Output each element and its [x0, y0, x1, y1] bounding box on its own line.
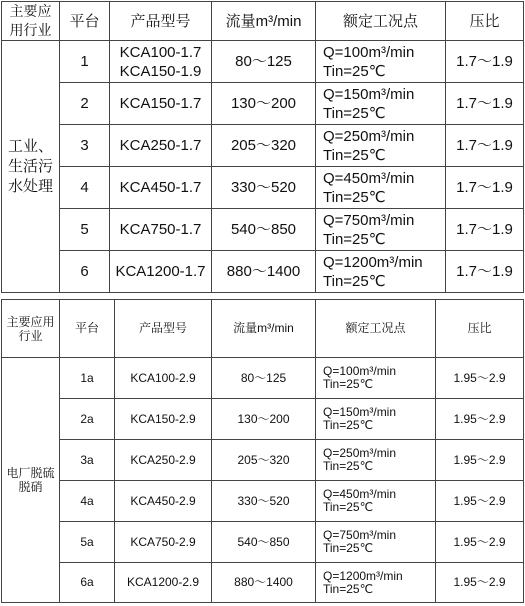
condition-flow: Q=250m³/min	[323, 446, 397, 460]
condition-cell	[316, 440, 436, 481]
model-cell: KCA150-2.9	[115, 399, 212, 440]
condition-flow: Q=750m³/min	[323, 211, 415, 229]
condition-flow: Q=1200m³/min	[323, 568, 403, 583]
header-ratio: 压比	[436, 300, 524, 358]
header-model: 产品型号	[115, 300, 212, 358]
model-cell: KCA100-2.9	[115, 358, 212, 399]
model-cell	[110, 41, 212, 83]
condition-cell	[316, 358, 436, 399]
model-cell: KCA750-2.9	[115, 522, 212, 563]
flow-cell: 205～320	[212, 440, 316, 481]
condition-flow: Q=150m³/min	[323, 85, 415, 103]
model-cell: KCA250-1.7	[110, 125, 212, 167]
header-platform: 平台	[60, 2, 110, 41]
platform-cell: 2	[60, 83, 110, 125]
header-industry: 主要应用行业	[2, 300, 60, 358]
condition-temp: Tin=25℃	[323, 146, 386, 164]
model-cell: KCA150-1.7	[110, 83, 212, 125]
condition-cell	[316, 522, 436, 563]
table-row	[2, 522, 524, 563]
industry-cell: 工业、生活污水处理	[2, 41, 60, 293]
table-row	[2, 41, 524, 83]
table-row	[2, 125, 524, 167]
header-condition: 额定工况点	[316, 300, 436, 358]
table-row	[2, 563, 524, 603]
condition-temp: Tin=25℃	[323, 459, 374, 473]
ratio-cell: 1.7～1.9	[446, 41, 524, 83]
condition-flow: Q=1200m³/min	[323, 253, 423, 271]
ratio-cell: 1.95～2.9	[436, 358, 524, 399]
model-line: KCA100-1.7	[119, 43, 202, 61]
flow-cell: 540～850	[212, 522, 316, 563]
platform-cell: 6a	[60, 563, 115, 603]
condition-temp: Tin=25℃	[323, 62, 386, 80]
condition-cell	[316, 41, 446, 83]
condition-flow: Q=750m³/min	[323, 528, 397, 542]
ratio-cell: 1.7～1.9	[446, 251, 524, 293]
platform-cell: 6	[60, 251, 110, 293]
table-row	[2, 358, 524, 399]
condition-cell	[316, 209, 446, 251]
flow-cell: 880～1400	[212, 563, 316, 603]
flow-cell: 80～125	[212, 41, 316, 83]
condition-flow: Q=150m³/min	[323, 405, 397, 419]
ratio-cell: 1.95～2.9	[436, 522, 524, 563]
model-line: KCA150-1.9	[119, 62, 202, 80]
condition-flow: Q=450m³/min	[323, 169, 415, 187]
table-general-industry	[1, 1, 524, 293]
flow-cell: 330～520	[212, 167, 316, 209]
table-row	[2, 167, 524, 209]
condition-temp: Tin=25℃	[323, 104, 386, 122]
table-row	[2, 399, 524, 440]
ratio-cell: 1.95～2.9	[436, 481, 524, 522]
table-row	[2, 481, 524, 522]
platform-cell: 4	[60, 167, 110, 209]
condition-temp: Tin=25℃	[323, 377, 374, 391]
platform-cell: 3	[60, 125, 110, 167]
industry-cell: 电厂脱硫脱硝	[2, 358, 60, 603]
header-row	[2, 2, 524, 41]
ratio-cell: 1.95～2.9	[436, 440, 524, 481]
ratio-cell: 1.95～2.9	[436, 563, 524, 603]
flow-cell: 205～320	[212, 125, 316, 167]
flow-cell: 880～1400	[212, 251, 316, 293]
ratio-cell: 1.95～2.9	[436, 399, 524, 440]
table-power-plant	[1, 299, 524, 603]
ratio-cell: 1.7～1.9	[446, 167, 524, 209]
header-row	[2, 300, 524, 358]
ratio-cell: 1.7～1.9	[446, 209, 524, 251]
flow-cell: 130～200	[212, 399, 316, 440]
condition-temp: Tin=25℃	[323, 418, 374, 432]
condition-flow: Q=250m³/min	[323, 127, 415, 145]
condition-cell	[316, 167, 446, 209]
platform-cell: 2a	[60, 399, 115, 440]
model-cell: KCA750-1.7	[110, 209, 212, 251]
flow-cell: 130～200	[212, 83, 316, 125]
platform-cell: 1	[60, 41, 110, 83]
ratio-cell: 1.7～1.9	[446, 125, 524, 167]
condition-cell	[316, 251, 446, 293]
header-industry: 主要应用行业	[2, 2, 60, 41]
model-cell: KCA450-1.7	[110, 167, 212, 209]
condition-temp: Tin=25℃	[323, 541, 374, 555]
model-cell: KCA450-2.9	[115, 481, 212, 522]
ratio-cell: 1.7～1.9	[446, 83, 524, 125]
table-row	[2, 83, 524, 125]
model-cell: KCA1200-1.7	[110, 251, 212, 293]
condition-temp: Tin=25℃	[323, 230, 386, 248]
condition-temp: Tin=25℃	[323, 581, 374, 596]
condition-temp: Tin=25℃	[323, 500, 374, 514]
header-platform: 平台	[60, 300, 115, 358]
header-flow: 流量m³/min	[212, 300, 316, 358]
table-row	[2, 440, 524, 481]
table-row	[2, 251, 524, 293]
platform-cell: 5a	[60, 522, 115, 563]
platform-cell: 5	[60, 209, 110, 251]
header-condition: 额定工况点	[316, 2, 446, 41]
flow-cell: 80～125	[212, 358, 316, 399]
condition-flow: Q=100m³/min	[323, 43, 415, 61]
header-flow: 流量m³/min	[212, 2, 316, 41]
condition-flow: Q=450m³/min	[323, 487, 397, 501]
condition-temp: Tin=25℃	[323, 188, 386, 206]
flow-cell: 540～850	[212, 209, 316, 251]
table-separator	[0, 295, 525, 298]
model-cell: KCA250-2.9	[115, 440, 212, 481]
condition-flow: Q=100m³/min	[323, 364, 397, 378]
condition-temp: Tin=25℃	[323, 272, 386, 290]
platform-cell: 3a	[60, 440, 115, 481]
header-model: 产品型号	[110, 2, 212, 41]
condition-cell	[316, 563, 436, 603]
table-row	[2, 209, 524, 251]
condition-cell	[316, 83, 446, 125]
condition-cell	[316, 481, 436, 522]
flow-cell: 330～520	[212, 481, 316, 522]
header-ratio: 压比	[446, 2, 524, 41]
platform-cell: 1a	[60, 358, 115, 399]
model-cell: KCA1200-2.9	[115, 563, 212, 603]
condition-cell	[316, 399, 436, 440]
condition-cell	[316, 125, 446, 167]
platform-cell: 4a	[60, 481, 115, 522]
